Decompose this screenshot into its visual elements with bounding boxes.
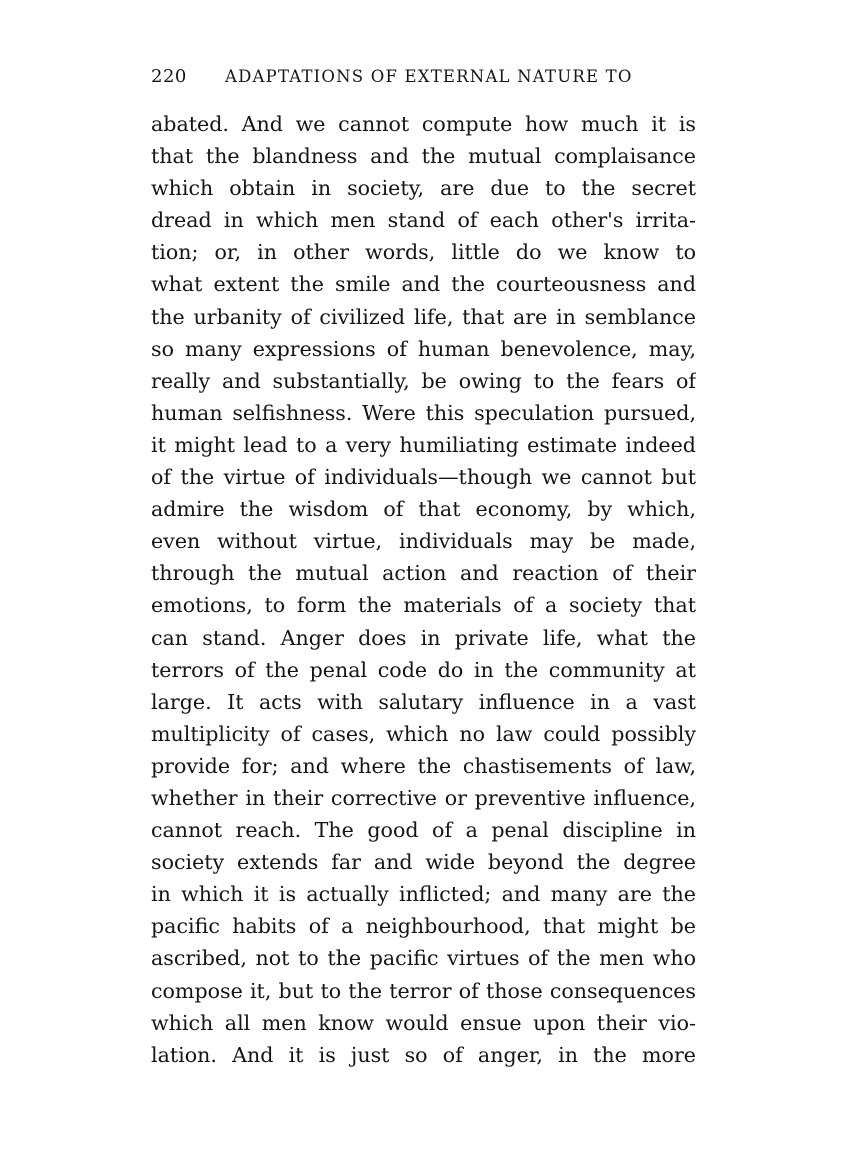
text-line: provide for; and where the chastisements of law, xyxy=(151,753,696,778)
text-line: compose it, but to the terror of those consequences xyxy=(151,978,696,1003)
text-line: really and substantially, be owing to the fears of xyxy=(151,368,696,393)
text-line: lation. And it is just so of anger, in the more xyxy=(151,1042,696,1067)
text-line: so many expressions of human benevolence, may, xyxy=(151,336,696,361)
text-line: what extent the smile and the courteousness and xyxy=(151,272,696,297)
text-line: through the mutual action and reaction of their xyxy=(151,561,696,586)
body-text xyxy=(151,108,696,1071)
page-number: 220 xyxy=(151,66,187,87)
text-line: even without virtue, individuals may be made, xyxy=(151,529,696,554)
text-line: admire the wisdom of that economy, by which, xyxy=(151,497,696,522)
text-line: ascribed, not to the pacific virtues of the men who xyxy=(151,946,696,971)
text-line: dread in which men stand of each other's irrita- xyxy=(151,208,696,233)
text-line: multiplicity of cases, which no law could possibly xyxy=(151,721,696,746)
text-line: which obtain in society, are due to the secret xyxy=(151,176,696,201)
text-line: the urbanity of civilized life, that are in semblance xyxy=(151,304,696,329)
text-line: can stand. Anger does in private life, what the xyxy=(151,625,696,650)
text-line: terrors of the penal code do in the community at xyxy=(151,657,696,682)
text-line: whether in their corrective or preventive influence, xyxy=(151,785,696,810)
text-line: pacific habits of a neighbourhood, that might be xyxy=(151,914,696,939)
book-page xyxy=(151,62,696,1071)
text-line: of the virtue of individuals—though we cannot but xyxy=(151,465,696,490)
text-line: tion; or, in other words, little do we know to xyxy=(151,240,696,265)
text-line: in which it is actually inflicted; and many are the xyxy=(151,882,696,907)
text-line: which all men know would ensue upon their vio- xyxy=(151,1010,696,1035)
text-line: society extends far and wide beyond the degree xyxy=(151,850,696,875)
text-line: that the blandness and the mutual complaisance xyxy=(151,144,696,169)
running-header xyxy=(151,62,696,92)
text-line: it might lead to a very humiliating estimate indeed xyxy=(151,432,696,457)
text-line: cannot reach. The good of a penal discipline in xyxy=(151,818,696,843)
running-title: ADAPTATIONS OF EXTERNAL NATURE TO xyxy=(225,67,633,86)
text-line: emotions, to form the materials of a society that xyxy=(151,593,696,618)
text-line: human selfishness. Were this speculation pursued, xyxy=(151,400,696,425)
text-line: large. It acts with salutary influence in a vast xyxy=(151,689,696,714)
text-line: abated. And we cannot compute how much it is xyxy=(151,112,696,136)
